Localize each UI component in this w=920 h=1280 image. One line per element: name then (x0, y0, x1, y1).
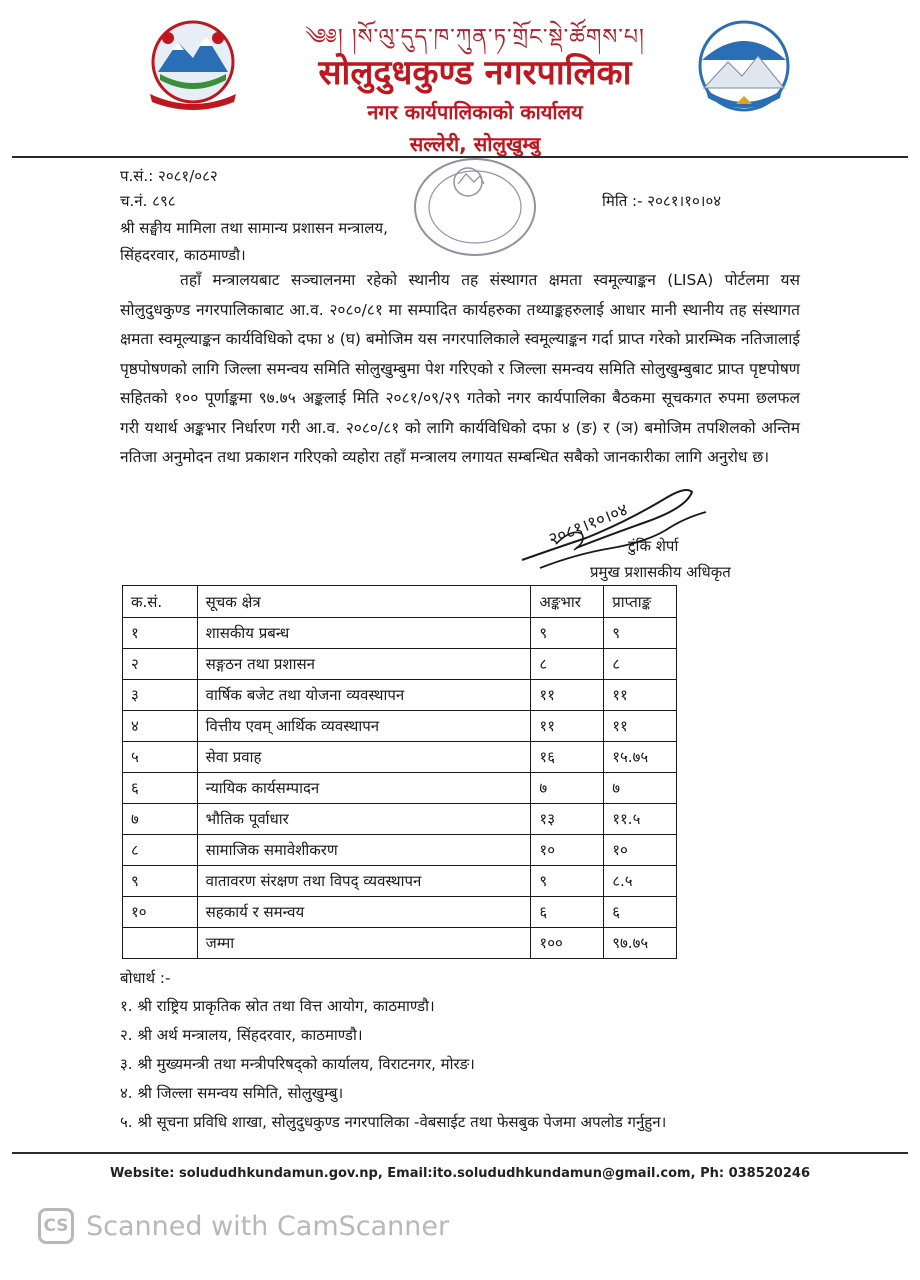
total-label-cell: जम्मा (197, 928, 531, 959)
signatory-name: टुंकि शेर्पा (628, 537, 679, 555)
indicator-cell: वित्तीय एवम् आर्थिक व्यवस्थापन (197, 711, 531, 742)
recipient-line-2: सिंहदरवार, काठमाण्डौ। (120, 246, 246, 264)
header-weight: अङ्कभार (531, 586, 604, 618)
serial-cell: १० (123, 897, 198, 928)
weight-cell: ६ (531, 897, 604, 928)
weight-cell: ११ (531, 680, 604, 711)
serial-cell: ९ (123, 866, 198, 897)
letter-date: मिति :- २०८१।१०।०४ (602, 192, 722, 210)
camscanner-logo-icon: CS (38, 1208, 74, 1244)
serial-cell: ६ (123, 773, 198, 804)
table-row (123, 835, 677, 866)
letter-body: तहाँ मन्त्रालयबाट सञ्चालनमा रहेको स्थानीय तह संस्थागत क्षमता स्वमूल्याङ्कन (LISA) पोर्टलमा यस सोलुदुधकुण्ड नगरपालिकाबाट आ.व. २०८०/८१ मा सम्पादित कार्यहरुका तथ्याङ्कहरुलाई आधार मानी स्थानीय तह संस्थागत क्षमता स्वमूल्याङ्कन कार्यविधिको दफा ४ (घ) बमोजिम यस नगरपालिकाले स्वमूल्याङ्कन गर्दा प्राप्त गरेको प्रारम्भिक नतिजालाई पृष्ठपोषणको लागि जिल्ला समन्वय समिति सोलुखुम्बुमा पेश गरिएको र जिल्ला समन्वय समिति सोलुखुम्बुबाट प्राप्त पृष्टपोषण सहितको १०० पूर्णाङ्कमा ९७.७५ अङ्कलाई मिति २०८१/०९/२९ गतेको नगर कार्यपालिका बैठकमा सूचकगत रुपमा छलफल गरी यथार्थ अङ्कभार निर्धारण गरी आ.व. २०८०/८१ को लागि कार्यविधिको दफा ४ (ङ) र (ञ) बमोजिम तपशिलको अन्तिम नतिजा अनुमोदन तथा प्रकाशन गरिएको व्यहोरा तहाँ मन्त्रालय लगायत सम्बन्धित सबैको जानकारीका लागि अनुरोध छ। (120, 271, 800, 466)
dispatch-number: च.नं. ८९८ (120, 192, 176, 210)
weight-cell: ९ (531, 866, 604, 897)
cc-heading: बोधार्थ :- (120, 969, 171, 987)
serial-cell: ८ (123, 835, 198, 866)
weight-cell: ११ (531, 711, 604, 742)
cc-item: २. श्री अर्थ मन्त्रालय, सिंहदरवार, काठमाण्डौ। (120, 1026, 363, 1044)
table-header-row (123, 586, 677, 618)
indicator-cell: सामाजिक समावेशीकरण (197, 835, 531, 866)
score-cell: ८.५ (604, 866, 677, 897)
office-name: नगर कार्यपालिकाको कार्यालय (367, 100, 583, 124)
reference-number: प.सं.: २०८१/०८२ (120, 167, 218, 185)
table-row (123, 618, 677, 649)
cc-item: ५. श्री सूचना प्रविधि शाखा, सोलुदुधकुण्ड नगरपालिका -वेबसाईट तथा फेसबुक पेजमा अपलोड गर्नुहुन। (120, 1113, 667, 1131)
footer-divider (12, 1152, 908, 1154)
serial-cell: २ (123, 649, 198, 680)
total-score-cell: ९७.७५ (604, 928, 677, 959)
weight-cell: ८ (531, 649, 604, 680)
indicator-cell: शासकीय प्रबन्ध (197, 618, 531, 649)
weight-cell: ९ (531, 618, 604, 649)
score-cell: १० (604, 835, 677, 866)
nepal-emblem-logo (138, 14, 248, 114)
header-serial: क.सं. (123, 586, 198, 618)
score-cell: ११ (604, 711, 677, 742)
score-cell: ११ (604, 680, 677, 711)
header-score: प्राप्ताङ्क (604, 586, 677, 618)
table-row (123, 866, 677, 897)
table-row (123, 773, 677, 804)
weight-cell: ७ (531, 773, 604, 804)
cc-item: ३. श्री मुख्यमन्त्री तथा मन्त्रीपरिषद्को कार्यालय, विराटनगर, मोरङ। (120, 1055, 475, 1073)
camscanner-watermark (38, 1208, 449, 1244)
office-location: सल्लेरी, सोलुखुम्बु (409, 132, 541, 156)
table-row (123, 804, 677, 835)
serial-cell: ३ (123, 680, 198, 711)
tibetan-header-line: ༄༅། །སོ་ལུ་དུད་ཁ་ཀུན་ཏ་གྲོང་སྡེ་ཚོགས་པ། (305, 25, 645, 50)
score-cell: ७ (604, 773, 677, 804)
table-row (123, 649, 677, 680)
cc-item: ४. श्री जिल्ला समन्वय समिति, सोलुखुम्बु। (120, 1084, 344, 1102)
header-indicator-area: सूचक क्षेत्र (197, 586, 531, 618)
indicator-cell: सेवा प्रवाह (197, 742, 531, 773)
indicator-cell: वातावरण संरक्षण तथा विपद् व्यवस्थापन (197, 866, 531, 897)
signatory-title: प्रमुख प्रशासकीय अधिकृत (590, 563, 731, 581)
indicator-cell: न्यायिक कार्यसम्पादन (197, 773, 531, 804)
municipality-mountain-logo (692, 18, 796, 118)
serial-cell: ७ (123, 804, 198, 835)
score-cell: ११.५ (604, 804, 677, 835)
recipient-line-1: श्री सङ्घीय मामिला तथा सामान्य प्रशासन मन्त्रालय, (120, 219, 388, 237)
score-cell: ९ (604, 618, 677, 649)
table-row (123, 680, 677, 711)
table-total-row (123, 928, 677, 959)
score-cell: ६ (604, 897, 677, 928)
cc-list (120, 992, 820, 1137)
table-row (123, 897, 677, 928)
footer-contact: Website: solududhkundamun.gov.np, Email:ito.solududhkundamun@gmail.com, Ph: 038520246 (110, 1166, 810, 1181)
total-weight-cell: १०० (531, 928, 604, 959)
lisa-results-table (122, 585, 677, 959)
handwritten-signature (516, 478, 716, 574)
serial-cell: ५ (123, 742, 198, 773)
signature-date: २०८१।१०।०४ (545, 499, 631, 550)
table-row (123, 711, 677, 742)
total-serial-cell (123, 928, 198, 959)
serial-cell: ४ (123, 711, 198, 742)
score-cell: १५.७५ (604, 742, 677, 773)
indicator-cell: सहकार्य र समन्वय (197, 897, 531, 928)
indicator-cell: सङ्गठन तथा प्रशासन (197, 649, 531, 680)
cc-item: १. श्री राष्ट्रिय प्राकृतिक स्रोत तथा वित्त आयोग, काठमाण्डौ। (120, 997, 435, 1015)
office-stamp (408, 152, 542, 262)
weight-cell: १३ (531, 804, 604, 835)
weight-cell: १० (531, 835, 604, 866)
score-cell: ८ (604, 649, 677, 680)
serial-cell: १ (123, 618, 198, 649)
table-row (123, 742, 677, 773)
weight-cell: १६ (531, 742, 604, 773)
camscanner-label: Scanned with CamScanner (86, 1210, 450, 1242)
indicator-cell: वार्षिक बजेट तथा योजना व्यवस्थापन (197, 680, 531, 711)
indicator-cell: भौतिक पूर्वाधार (197, 804, 531, 835)
municipality-name: सोलुदुधकुण्ड नगरपालिका (318, 53, 632, 93)
